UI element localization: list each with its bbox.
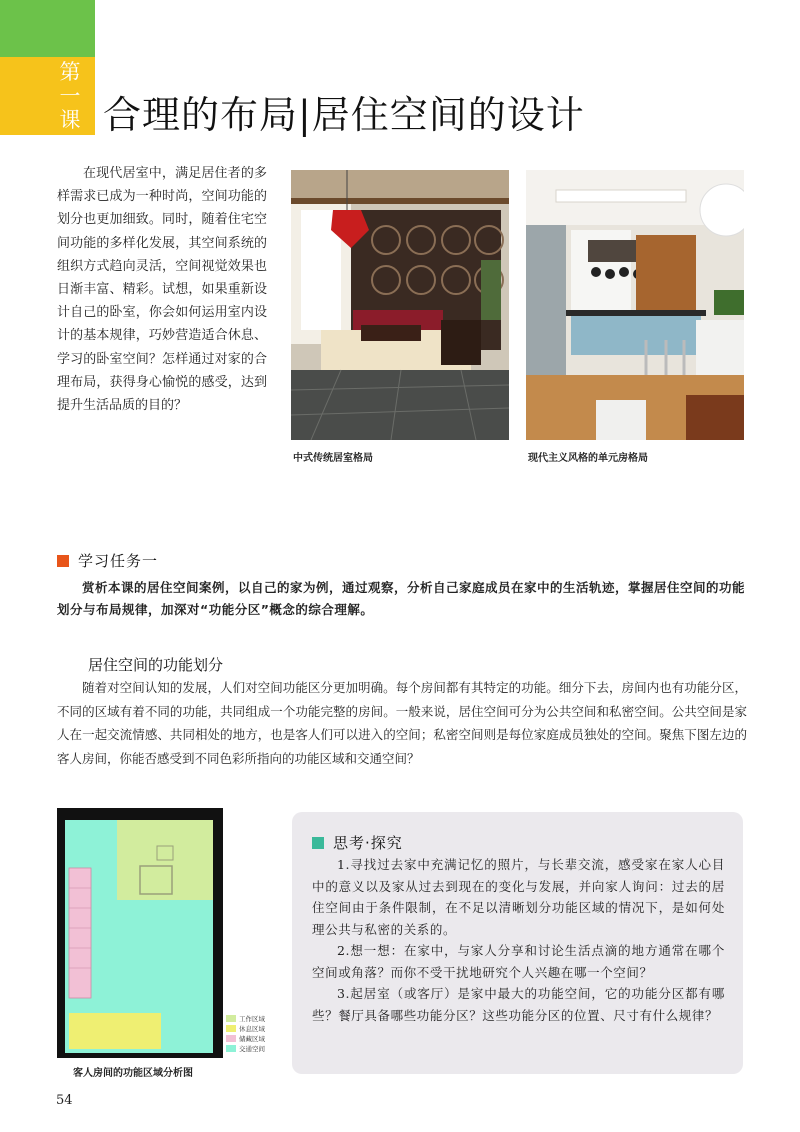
chinese-room-photo — [291, 170, 509, 440]
page-title: 合理的布局|居住空间的设计 — [103, 93, 585, 137]
legend-swatch — [226, 1025, 236, 1032]
page-number: 54 — [56, 1093, 73, 1108]
photo-caption-chinese: 中式传统居室格局 — [293, 453, 373, 464]
legend-item-traffic — [226, 1043, 265, 1053]
think-item-2: 2.想一想：在家中，与家人分享和讨论生活点滴的地方通常在哪个空间或角落？而你不受干扰地研究个人兴趣在哪一个空间？ — [312, 943, 725, 980]
legend-swatch — [226, 1035, 236, 1042]
task-body: 赏析本课的居住空间案例，以自己的家为例，通过观察，分析自己家庭成员在家中的生活轨迹，掌握居住空间的功能划分与布局规律，加深对“功能分区”概念的综合理解。 — [57, 580, 746, 617]
legend-label: 休息区域 — [239, 1024, 265, 1033]
legend-label: 交通空间 — [239, 1044, 265, 1053]
think-list — [312, 854, 725, 1026]
orange-square-icon — [57, 555, 69, 567]
section-body: 随着对空间认知的发展，人们对空间功能区分更加明确。每个房间都有其特定的功能。细分下去，房间内也有功能分区，不同的区域有着不同的功能，共同组成一个功能完整的房间。一般来说，居住空间可分为公共空间和私密空间。公共空间是家人在一起交流情感、共同相处的地方，也是客人们可以进入的空间；私密空间则是每位家庭成员独处的空间。聚焦下图左边的客人房间，你能否感受到不同色彩所指向的功能区域和交通空间？ — [57, 680, 747, 766]
task-heading-label: 学习任务一 — [78, 552, 159, 570]
floorplan-legend — [226, 1013, 265, 1053]
think-item-3: 3.起居室（或客厅）是家中最大的功能空间，它的功能分区都有哪些？餐厅具备哪些功能分区？这些功能分区的位置、尺寸有什么规律？ — [312, 986, 725, 1023]
corner-green-block — [0, 0, 95, 57]
legend-item-storage — [226, 1033, 265, 1043]
legend-item-work — [226, 1013, 265, 1023]
task-heading — [57, 550, 158, 571]
think-explore-box — [292, 812, 743, 1074]
photo-caption-modern: 现代主义风格的单元房格局 — [528, 453, 648, 464]
floorplan-caption: 客人房间的功能区域分析图 — [73, 1068, 193, 1079]
intro-paragraph: 在现代居室中，满足居住者的多样需求已成为一种时尚，空间功能的划分也更加细致。同时，随着住宅空间功能的多样化发展，其空间系统的组织方式趋向灵活，空间视觉效果也日渐丰富、精彩。试想，如果重新设计自己的卧室，你会如何运用室内设计的基本规律，巧妙营造适合休息、学习的卧室空间？怎样通过对家的合理布局，获得身心愉悦的感受，达到提升生活品质的目的？ — [57, 166, 267, 414]
lesson-label: 第一课 — [59, 60, 81, 132]
section-heading: 居住空间的功能划分 — [88, 656, 224, 674]
legend-label: 工作区域 — [239, 1014, 265, 1023]
think-heading — [312, 832, 403, 853]
think-item-1: 1.寻找过去家中充满记忆的照片，与长辈交流，感受家在家人心目中的意义以及家从过去到现在的变化与发展，并向家人询问：过去的居住空间由于条件限制，在不足以清晰划分功能区域的情况下，是如何处理公共与私密的关系的。 — [312, 857, 725, 937]
think-heading-label: 思考·探究 — [333, 834, 403, 852]
chinese-room-illustration — [291, 170, 509, 440]
legend-label: 储藏区域 — [239, 1034, 265, 1043]
legend-swatch — [226, 1015, 236, 1022]
modern-room-photo — [526, 170, 744, 440]
legend-swatch — [226, 1045, 236, 1052]
teal-square-icon — [312, 837, 324, 849]
modern-room-illustration — [526, 170, 744, 440]
legend-item-rest — [226, 1023, 265, 1033]
